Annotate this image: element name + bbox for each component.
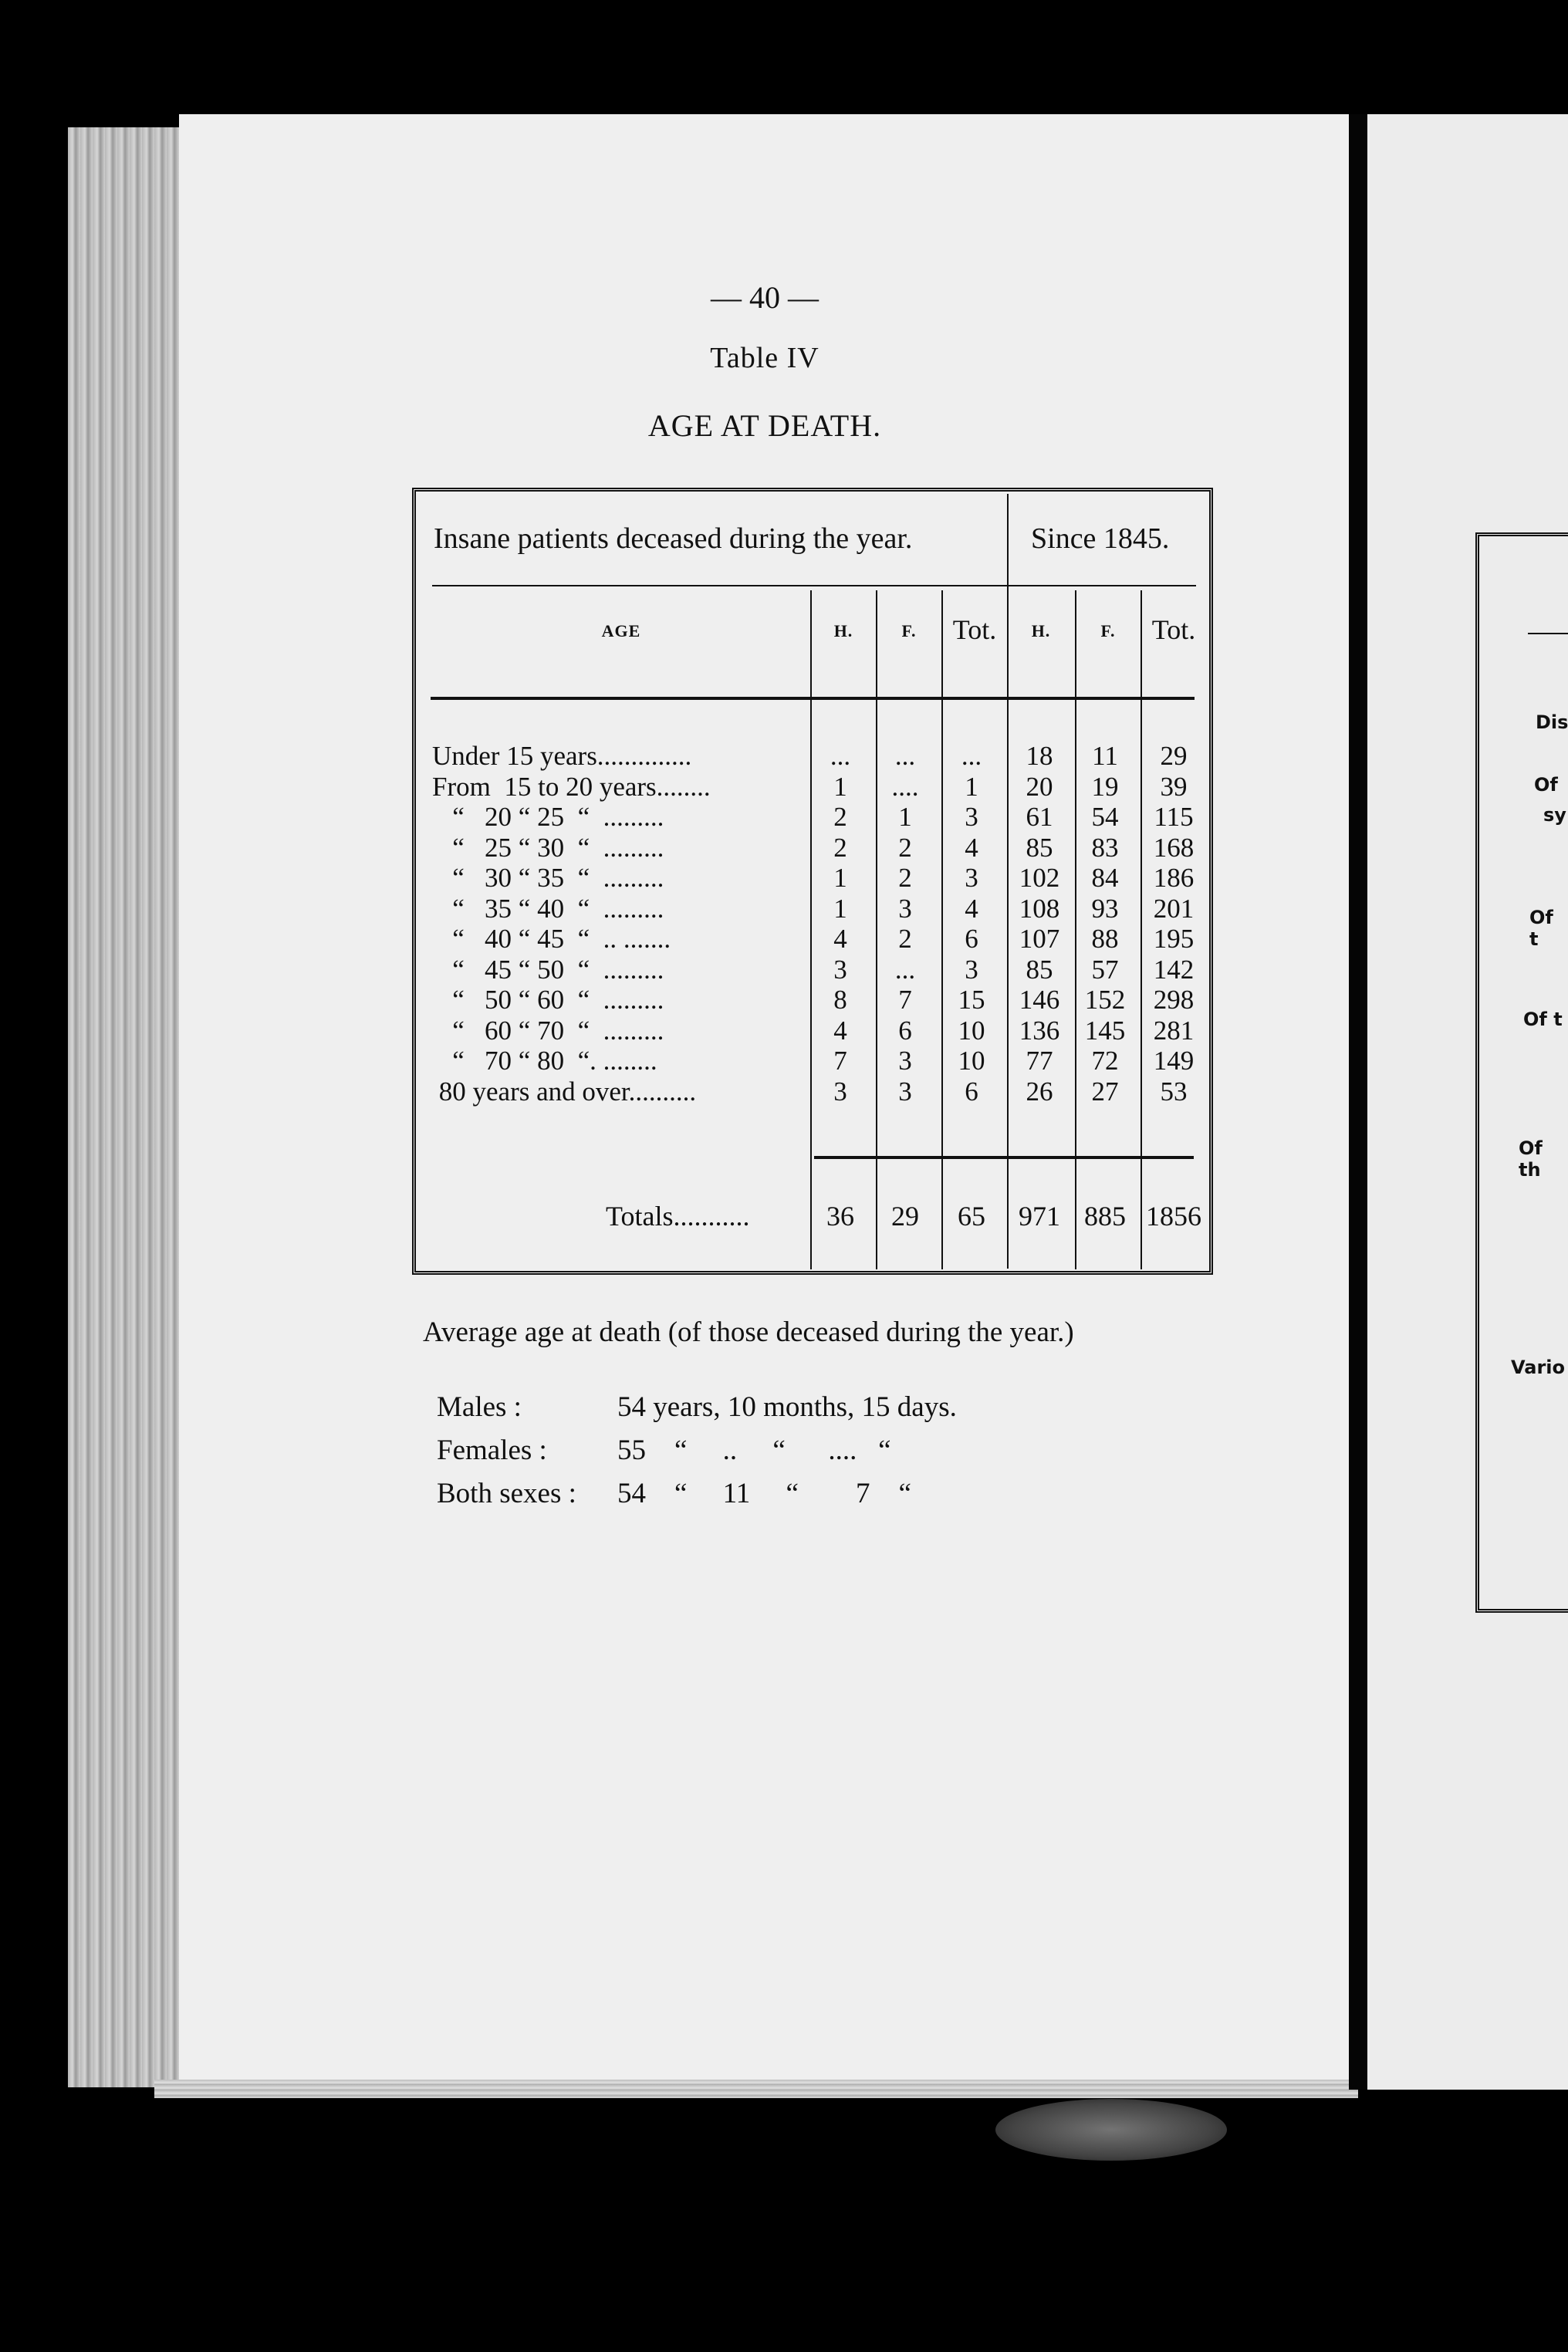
age-range-label: “ 45 “ 50 “ ......... — [432, 954, 664, 985]
age-range-label: “ 35 “ 40 “ ......... — [432, 893, 664, 924]
header-rule — [432, 585, 1196, 586]
cell-f: 3 — [898, 1046, 912, 1076]
age-range-label: “ 30 “ 35 “ ......... — [432, 863, 664, 893]
cell-f: .... — [891, 771, 919, 802]
table-row — [432, 863, 1211, 894]
average-males-value: 54 years, 10 months, 15 days. — [617, 1391, 957, 1423]
age-range-label: 80 years and over.......... — [432, 1076, 697, 1107]
book-spine-edge — [68, 127, 180, 2087]
library-stamp — [995, 2099, 1227, 2161]
cell-sf: 152 — [1084, 985, 1126, 1015]
cell-f: 2 — [898, 924, 912, 954]
cell-sf: 84 — [1091, 863, 1119, 893]
table-row — [432, 772, 1211, 803]
age-range-label: “ 40 “ 45 “ .. ....... — [432, 924, 671, 954]
table-row — [432, 741, 1211, 772]
col-header-age: AGE — [601, 621, 641, 640]
cell-sh: 102 — [1019, 863, 1060, 893]
gutter — [1349, 114, 1369, 2090]
right-page-text-6: Of th — [1519, 1137, 1543, 1181]
cell-tot: 15 — [958, 985, 985, 1015]
cell-tot: 6 — [965, 1076, 978, 1107]
average-males-label: Males : — [437, 1391, 522, 1423]
cell-tot: 4 — [965, 832, 978, 863]
average-heading: Average age at death (of those deceased during the year.) — [423, 1316, 1074, 1348]
right-page-text-5: Of t — [1523, 1009, 1563, 1030]
age-range-label: “ 25 “ 30 “ ......... — [432, 832, 664, 863]
cell-sf: 27 — [1091, 1076, 1119, 1107]
cell-sf: 57 — [1091, 954, 1119, 985]
cell-sh: 61 — [1026, 802, 1053, 832]
right-page-rule — [1528, 633, 1568, 634]
page-number: — 40 — — [711, 280, 819, 315]
cell-h: 4 — [833, 924, 847, 954]
right-page-text-1: Dis — [1536, 711, 1568, 733]
col-header-f: F. — [901, 621, 917, 640]
cell-stot: 201 — [1153, 893, 1195, 924]
totals-since-f: 885 — [1084, 1201, 1126, 1232]
cell-tot: 3 — [965, 954, 978, 985]
table-row — [432, 1015, 1211, 1046]
average-both-label: Both sexes : — [437, 1478, 576, 1509]
cell-h: 1 — [833, 893, 847, 924]
cell-tot: 10 — [958, 1015, 985, 1046]
cell-stot: 53 — [1160, 1076, 1188, 1107]
cell-sh: 108 — [1019, 893, 1060, 924]
cell-stot: 149 — [1153, 1046, 1195, 1076]
average-females-label: Females : — [437, 1435, 547, 1466]
cell-stot: 195 — [1153, 924, 1195, 954]
group-header-since: Since 1845. — [1031, 522, 1170, 555]
cell-sf: 11 — [1092, 741, 1118, 771]
cell-h: 4 — [833, 1015, 847, 1046]
cell-stot: 281 — [1153, 1015, 1195, 1046]
totals-rule — [814, 1156, 1194, 1159]
table-row — [432, 1046, 1211, 1076]
cell-sh: 146 — [1019, 985, 1060, 1015]
cell-sh: 85 — [1026, 832, 1053, 863]
cell-h: 1 — [833, 863, 847, 893]
age-range-label: “ 20 “ 25 “ ......... — [432, 802, 664, 832]
col-header-since-tot: Tot. — [1151, 614, 1196, 645]
cell-stot: 115 — [1154, 802, 1194, 832]
table-row — [432, 833, 1211, 863]
cell-f: 7 — [898, 985, 912, 1015]
average-females-value: 55 “ .. “ .... “ — [617, 1435, 891, 1466]
age-range-label: “ 50 “ 60 “ ......... — [432, 985, 664, 1015]
cell-sf: 83 — [1091, 832, 1119, 863]
cell-h: 3 — [833, 954, 847, 985]
age-range-label: Under 15 years.............. — [432, 741, 692, 771]
right-page-table-frame — [1475, 532, 1568, 1613]
table-row — [432, 955, 1211, 985]
col-header-tot: Tot. — [952, 614, 997, 645]
cell-h: ... — [830, 741, 851, 771]
group-header-current: Insane patients deceased during the year. — [434, 522, 913, 555]
cell-stot: 29 — [1160, 741, 1188, 771]
cell-sf: 19 — [1091, 771, 1119, 802]
average-both-value: 54 “ 11 “ 7 “ — [617, 1478, 911, 1509]
cell-stot: 142 — [1153, 954, 1195, 985]
cell-tot: ... — [961, 741, 982, 771]
cell-tot: 10 — [958, 1046, 985, 1076]
col-header-since-f: F. — [1100, 621, 1116, 640]
cell-sh: 107 — [1019, 924, 1060, 954]
age-range-label: “ 60 “ 70 “ ......... — [432, 1015, 664, 1046]
table-row — [432, 985, 1211, 1015]
right-page-text-2: Of — [1534, 774, 1558, 796]
totals-h: 36 — [826, 1201, 854, 1232]
cell-sh: 20 — [1026, 771, 1053, 802]
cell-stot: 186 — [1153, 863, 1195, 893]
cell-h: 2 — [833, 832, 847, 863]
cell-f: ... — [894, 741, 916, 771]
col-header-since-h: H. — [1031, 621, 1051, 640]
cell-h: 1 — [833, 771, 847, 802]
totals-since-h: 971 — [1019, 1201, 1060, 1232]
cell-tot: 3 — [965, 863, 978, 893]
cell-sf: 72 — [1091, 1046, 1119, 1076]
table-label — [179, 341, 1350, 375]
cell-f: 6 — [898, 1015, 912, 1046]
table-label-text: Table IV — [710, 342, 819, 374]
cell-stot: 168 — [1153, 832, 1195, 863]
cell-stot: 298 — [1153, 985, 1195, 1015]
age-range-label: “ 70 “ 80 “. ........ — [432, 1046, 657, 1076]
table-row — [432, 894, 1211, 924]
cell-tot: 3 — [965, 802, 978, 832]
page-title: AGE AT DEATH. — [647, 408, 882, 443]
cell-sh: 136 — [1019, 1015, 1060, 1046]
page-bottom-edge — [154, 2080, 1358, 2098]
cell-h: 2 — [833, 802, 847, 832]
cell-sh: 85 — [1026, 954, 1053, 985]
cell-h: 8 — [833, 985, 847, 1015]
right-page-text-4: Of t — [1529, 907, 1553, 950]
totals-since-tot: 1856 — [1146, 1201, 1201, 1232]
header-bottom-rule — [431, 697, 1195, 700]
table-row — [432, 802, 1211, 833]
cell-f: 3 — [898, 893, 912, 924]
col-header-h: H. — [833, 621, 853, 640]
cell-tot: 4 — [965, 893, 978, 924]
cell-f: 3 — [898, 1076, 912, 1107]
cell-stot: 39 — [1160, 771, 1188, 802]
cell-tot: 1 — [965, 771, 978, 802]
table-row — [432, 924, 1211, 955]
right-page-text-7: Vario — [1511, 1357, 1566, 1378]
cell-f: ... — [894, 954, 916, 985]
cell-sh: 26 — [1026, 1076, 1053, 1107]
age-range-label: From 15 to 20 years........ — [432, 771, 711, 802]
table-row — [432, 1076, 1211, 1107]
cell-sh: 77 — [1026, 1046, 1053, 1076]
cell-sf: 93 — [1091, 893, 1119, 924]
cell-f: 1 — [898, 802, 912, 832]
totals-label: Totals........... — [606, 1201, 750, 1232]
cell-sf: 145 — [1084, 1015, 1126, 1046]
totals-f: 29 — [891, 1201, 919, 1232]
cell-tot: 6 — [965, 924, 978, 954]
cell-sh: 18 — [1026, 741, 1053, 771]
cell-f: 2 — [898, 832, 912, 863]
cell-sf: 54 — [1091, 802, 1119, 832]
cell-h: 3 — [833, 1076, 847, 1107]
right-page-text-3: sy — [1543, 804, 1566, 826]
totals-tot: 65 — [958, 1201, 985, 1232]
cell-f: 2 — [898, 863, 912, 893]
cell-sf: 88 — [1091, 924, 1119, 954]
cell-h: 7 — [833, 1046, 847, 1076]
